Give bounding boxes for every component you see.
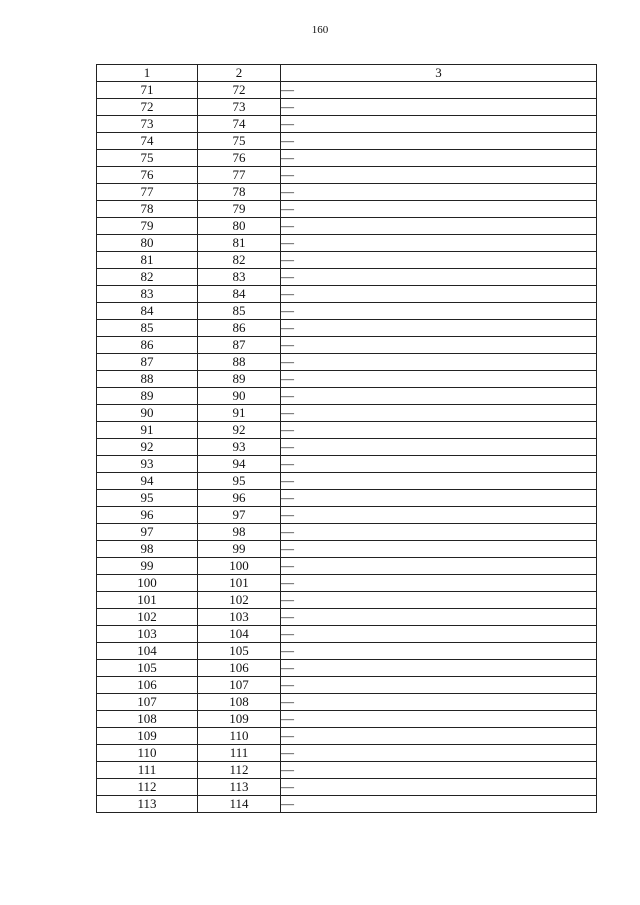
number-cell: 75: [198, 133, 281, 150]
number-cell: 89: [97, 388, 198, 405]
table-header-row: [97, 65, 597, 82]
number-cell: 94: [97, 473, 198, 490]
table-row: [97, 235, 597, 252]
data-table: [96, 64, 597, 813]
dash-cell: —: [281, 490, 597, 507]
number-cell: 101: [198, 575, 281, 592]
dash-cell: —: [281, 728, 597, 745]
number-cell: 92: [198, 422, 281, 439]
dash-cell: —: [281, 218, 597, 235]
number-cell: 109: [198, 711, 281, 728]
table-row: [97, 456, 597, 473]
dash-cell: —: [281, 507, 597, 524]
dash-cell: —: [281, 558, 597, 575]
number-cell: 97: [198, 507, 281, 524]
number-cell: 99: [198, 541, 281, 558]
number-cell: 87: [97, 354, 198, 371]
number-cell: 90: [198, 388, 281, 405]
number-cell: 86: [97, 337, 198, 354]
table-row: [97, 592, 597, 609]
dash-cell: —: [281, 609, 597, 626]
number-cell: 71: [97, 82, 198, 99]
dash-cell: —: [281, 235, 597, 252]
dash-cell: —: [281, 99, 597, 116]
table-row: [97, 286, 597, 303]
table-row: [97, 575, 597, 592]
table-row: [97, 507, 597, 524]
table-row: [97, 439, 597, 456]
dash-cell: —: [281, 745, 597, 762]
table-row: [97, 728, 597, 745]
column-header-3: 3: [281, 65, 597, 82]
number-cell: 76: [97, 167, 198, 184]
number-cell: 74: [198, 116, 281, 133]
number-cell: 103: [97, 626, 198, 643]
number-cell: 73: [97, 116, 198, 133]
dash-cell: —: [281, 541, 597, 558]
table-row: [97, 711, 597, 728]
dash-cell: —: [281, 133, 597, 150]
dash-cell: —: [281, 320, 597, 337]
number-cell: 83: [97, 286, 198, 303]
dash-cell: —: [281, 371, 597, 388]
number-cell: 108: [97, 711, 198, 728]
table-row: [97, 337, 597, 354]
number-cell: 73: [198, 99, 281, 116]
dash-cell: —: [281, 354, 597, 371]
page-number: 160: [311, 24, 329, 36]
number-cell: 96: [97, 507, 198, 524]
number-cell: 85: [97, 320, 198, 337]
number-cell: 109: [97, 728, 198, 745]
table-row: [97, 184, 597, 201]
table-row: [97, 133, 597, 150]
dash-cell: —: [281, 116, 597, 133]
number-cell: 110: [97, 745, 198, 762]
table-row: [97, 541, 597, 558]
table-row: [97, 167, 597, 184]
number-cell: 84: [97, 303, 198, 320]
table-row: [97, 473, 597, 490]
number-cell: 104: [97, 643, 198, 660]
number-cell: 88: [97, 371, 198, 388]
table-row: [97, 252, 597, 269]
table-row: [97, 150, 597, 167]
table-row: [97, 490, 597, 507]
dash-cell: —: [281, 779, 597, 796]
table-row: [97, 116, 597, 133]
table-row: [97, 524, 597, 541]
number-cell: 93: [97, 456, 198, 473]
table-row: [97, 354, 597, 371]
table-row: [97, 677, 597, 694]
number-cell: 77: [97, 184, 198, 201]
dash-cell: —: [281, 643, 597, 660]
dash-cell: —: [281, 660, 597, 677]
table-row: [97, 82, 597, 99]
dash-cell: —: [281, 252, 597, 269]
number-cell: 114: [198, 796, 281, 813]
table-row: [97, 643, 597, 660]
table-row: [97, 796, 597, 813]
column-header-2: 2: [198, 65, 281, 82]
number-cell: 107: [198, 677, 281, 694]
table-row: [97, 609, 597, 626]
number-cell: 72: [198, 82, 281, 99]
dash-cell: —: [281, 592, 597, 609]
table-row: [97, 422, 597, 439]
number-cell: 84: [198, 286, 281, 303]
number-cell: 85: [198, 303, 281, 320]
number-cell: 104: [198, 626, 281, 643]
number-cell: 82: [97, 269, 198, 286]
number-cell: 76: [198, 150, 281, 167]
number-cell: 103: [198, 609, 281, 626]
dash-cell: —: [281, 167, 597, 184]
number-cell: 106: [198, 660, 281, 677]
dash-cell: —: [281, 762, 597, 779]
dash-cell: —: [281, 405, 597, 422]
number-cell: 94: [198, 456, 281, 473]
dash-cell: —: [281, 796, 597, 813]
number-cell: 91: [97, 422, 198, 439]
number-cell: 95: [97, 490, 198, 507]
dash-cell: —: [281, 456, 597, 473]
number-cell: 113: [97, 796, 198, 813]
table-row: [97, 303, 597, 320]
dash-cell: —: [281, 286, 597, 303]
number-cell: 77: [198, 167, 281, 184]
dash-cell: —: [281, 439, 597, 456]
number-cell: 98: [198, 524, 281, 541]
dash-cell: —: [281, 626, 597, 643]
table-row: [97, 218, 597, 235]
number-cell: 91: [198, 405, 281, 422]
number-cell: 105: [97, 660, 198, 677]
number-cell: 111: [97, 762, 198, 779]
dash-cell: —: [281, 150, 597, 167]
table-row: [97, 405, 597, 422]
number-cell: 101: [97, 592, 198, 609]
number-cell: 96: [198, 490, 281, 507]
dash-cell: —: [281, 388, 597, 405]
dash-cell: —: [281, 677, 597, 694]
number-cell: 111: [198, 745, 281, 762]
number-cell: 98: [97, 541, 198, 558]
number-cell: 100: [97, 575, 198, 592]
number-cell: 80: [198, 218, 281, 235]
dash-cell: —: [281, 575, 597, 592]
table-row: [97, 779, 597, 796]
number-cell: 75: [97, 150, 198, 167]
dash-cell: —: [281, 524, 597, 541]
table-row: [97, 99, 597, 116]
dash-cell: —: [281, 201, 597, 218]
column-header-1: 1: [97, 65, 198, 82]
dash-cell: —: [281, 337, 597, 354]
number-cell: 92: [97, 439, 198, 456]
number-cell: 90: [97, 405, 198, 422]
number-cell: 95: [198, 473, 281, 490]
number-cell: 78: [198, 184, 281, 201]
number-cell: 79: [97, 218, 198, 235]
number-cell: 89: [198, 371, 281, 388]
number-cell: 74: [97, 133, 198, 150]
number-cell: 83: [198, 269, 281, 286]
dash-cell: —: [281, 303, 597, 320]
number-cell: 72: [97, 99, 198, 116]
table-row: [97, 626, 597, 643]
number-cell: 113: [198, 779, 281, 796]
number-cell: 78: [97, 201, 198, 218]
number-cell: 81: [97, 252, 198, 269]
number-cell: 102: [198, 592, 281, 609]
number-cell: 107: [97, 694, 198, 711]
number-cell: 100: [198, 558, 281, 575]
dash-cell: —: [281, 422, 597, 439]
number-cell: 102: [97, 609, 198, 626]
dash-cell: —: [281, 711, 597, 728]
number-cell: 81: [198, 235, 281, 252]
number-cell: 108: [198, 694, 281, 711]
dash-cell: —: [281, 82, 597, 99]
table-body: [97, 82, 597, 813]
dash-cell: —: [281, 694, 597, 711]
number-cell: 105: [198, 643, 281, 660]
table-row: [97, 745, 597, 762]
number-cell: 79: [198, 201, 281, 218]
number-cell: 93: [198, 439, 281, 456]
number-cell: 97: [97, 524, 198, 541]
table-row: [97, 694, 597, 711]
number-cell: 112: [97, 779, 198, 796]
dash-cell: —: [281, 269, 597, 286]
table-row: [97, 201, 597, 218]
table-row: [97, 388, 597, 405]
number-cell: 110: [198, 728, 281, 745]
dash-cell: —: [281, 473, 597, 490]
dash-cell: —: [281, 184, 597, 201]
number-cell: 86: [198, 320, 281, 337]
table-row: [97, 762, 597, 779]
number-cell: 82: [198, 252, 281, 269]
table-row: [97, 660, 597, 677]
number-cell: 80: [97, 235, 198, 252]
number-cell: 112: [198, 762, 281, 779]
number-cell: 87: [198, 337, 281, 354]
number-cell: 99: [97, 558, 198, 575]
table-row: [97, 320, 597, 337]
table-row: [97, 558, 597, 575]
table-row: [97, 269, 597, 286]
number-cell: 106: [97, 677, 198, 694]
table-row: [97, 371, 597, 388]
number-cell: 88: [198, 354, 281, 371]
